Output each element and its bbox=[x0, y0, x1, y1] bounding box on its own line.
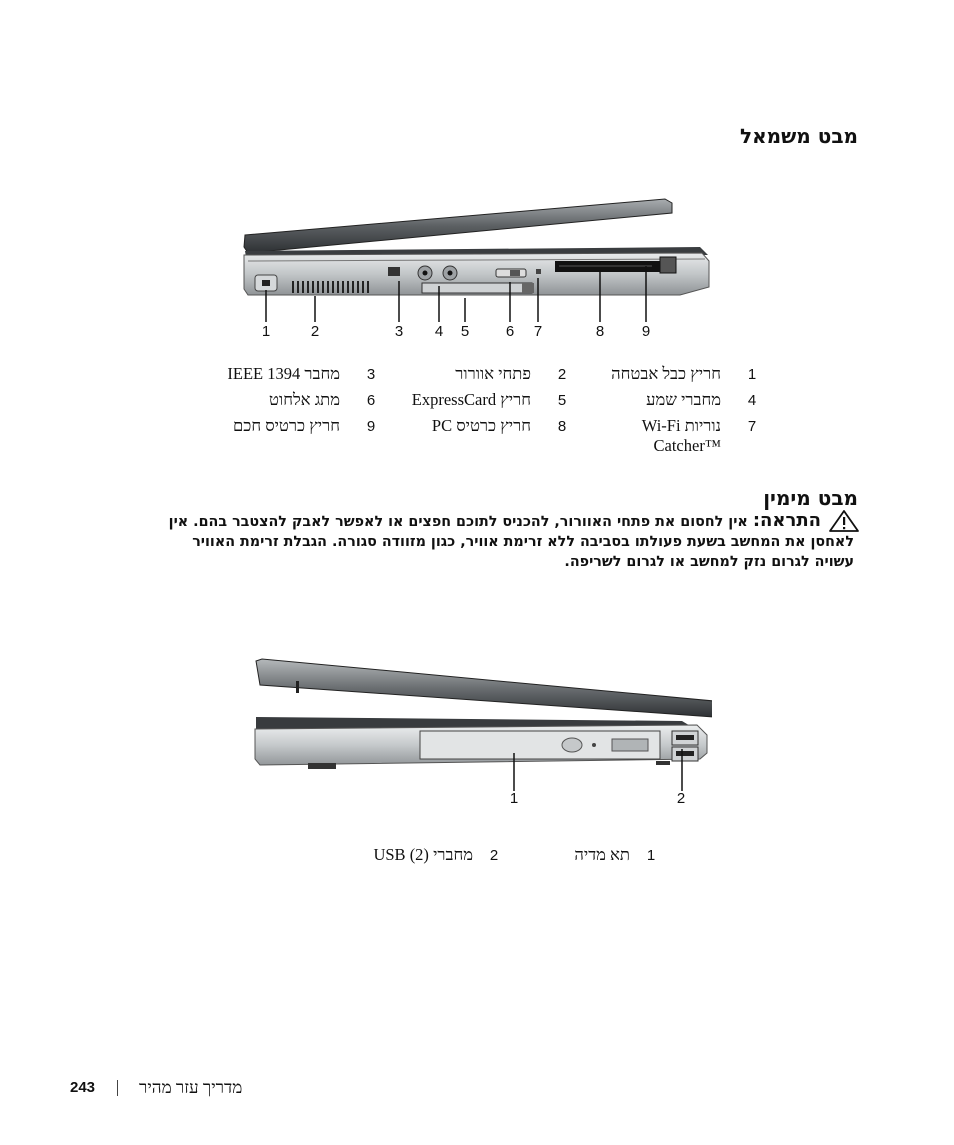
warning-text: אין לחסום את פתחי האוורור, להכניס לתוכם חפצים או לאפשר לאבק להצטבר בהם. אין bbox=[168, 514, 748, 530]
legend-number: 3 bbox=[366, 366, 376, 383]
callout-number: 1 bbox=[261, 323, 271, 340]
right-view-heading: מבט מימין bbox=[763, 486, 858, 510]
warning-notice bbox=[101, 510, 854, 572]
legend-number: 4 bbox=[747, 392, 757, 409]
callout-number: 3 bbox=[394, 323, 404, 340]
legend-text: מתג אלחוט bbox=[269, 390, 340, 409]
legend-number: 2 bbox=[489, 847, 499, 864]
legend-text: מחברי שמע bbox=[646, 390, 721, 409]
legend-number: 2 bbox=[557, 366, 567, 383]
legend-number: 6 bbox=[366, 392, 376, 409]
left-view-leader-lines bbox=[240, 260, 715, 325]
legend-number: 1 bbox=[747, 366, 757, 383]
legend-number: 7 bbox=[747, 418, 757, 435]
legend-text: נוריות Wi-Fi bbox=[641, 416, 721, 435]
legend-number: 1 bbox=[646, 847, 656, 864]
legend-text: חריץ כרטיס PC bbox=[431, 416, 531, 435]
legend-number: 5 bbox=[557, 392, 567, 409]
warning-line: לאחסן את המחשב בשעת פעולתו בסביבה ללא זרימת אוויר, כגון מזוודה סגורה. הגבלת זרימת האוויר bbox=[192, 534, 854, 550]
legend-text: מחבר IEEE 1394 bbox=[227, 364, 340, 383]
legend-text: תא מדיה bbox=[574, 845, 630, 864]
warning-line: עשויה לגרום נזק למחשב או לגרום לשריפה. bbox=[564, 554, 854, 570]
callout-number: 8 bbox=[595, 323, 605, 340]
caution-icon bbox=[828, 509, 860, 533]
callout-number: 1 bbox=[509, 790, 519, 807]
legend-text: פתחי אוורור bbox=[455, 364, 531, 383]
callout-number: 9 bbox=[641, 323, 651, 340]
legend-number: 9 bbox=[366, 418, 376, 435]
callout-number: 2 bbox=[676, 790, 686, 807]
legend-text: חריץ ExpressCard bbox=[411, 390, 531, 409]
footer-divider bbox=[117, 1080, 118, 1096]
callout-number: 4 bbox=[434, 323, 444, 340]
left-view-heading: מבט משמאל bbox=[740, 124, 858, 148]
page-number: 243 bbox=[70, 1079, 96, 1096]
warning-line bbox=[101, 511, 821, 532]
right-view-leader-lines bbox=[252, 745, 712, 795]
warning-label: התראה: bbox=[752, 510, 821, 531]
callout-number: 6 bbox=[505, 323, 515, 340]
callout-number: 2 bbox=[310, 323, 320, 340]
legend-text: חריץ כרטיס חכם bbox=[232, 416, 340, 435]
callout-number: 7 bbox=[533, 323, 543, 340]
callout-number: 5 bbox=[460, 323, 470, 340]
legend-text: מחברי USB (2) bbox=[373, 845, 473, 864]
legend-text-continued: Catcher™ bbox=[653, 436, 721, 455]
footer-title: מדריך עזר מהיר bbox=[139, 1078, 243, 1097]
legend-text: חריץ כבל אבטחה bbox=[611, 364, 721, 383]
legend-number: 8 bbox=[557, 418, 567, 435]
